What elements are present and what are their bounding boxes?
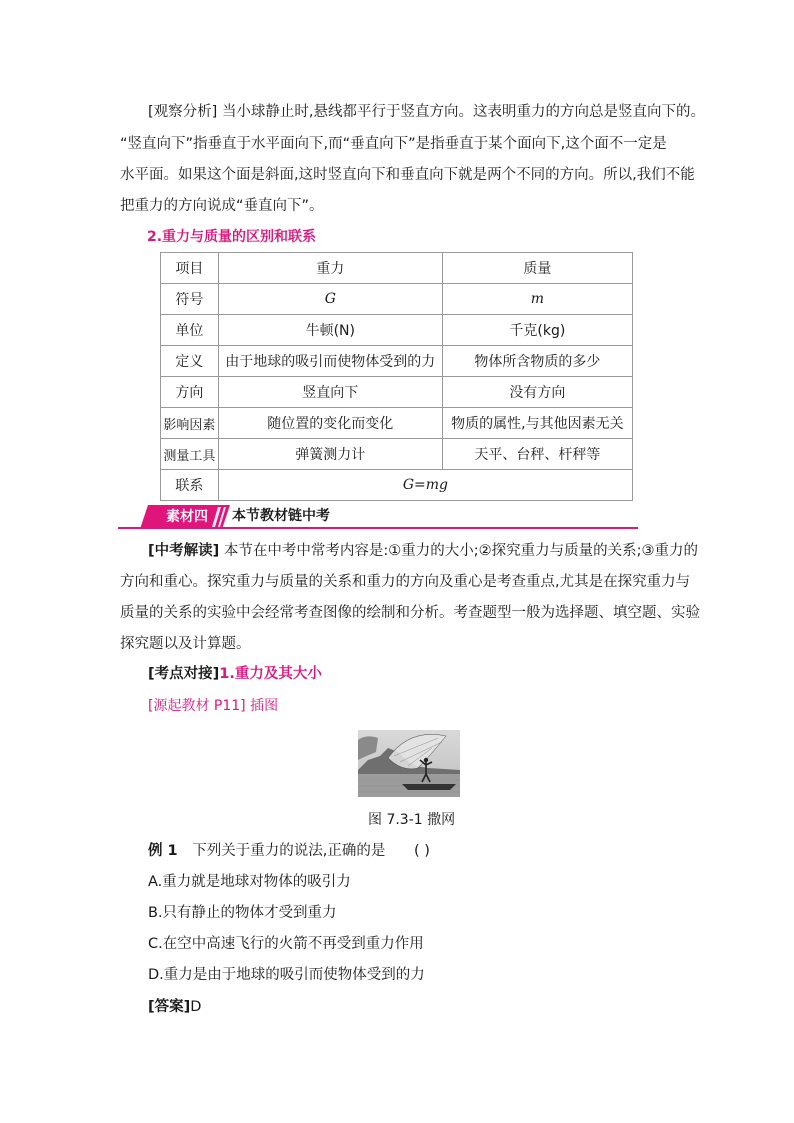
exam-line-3: 质量的关系的实验中会经常考查图像的绘制和分析。考查题型一般为选择题、填空题、实验 <box>120 605 700 621</box>
kaodian-label: [考点对接] <box>148 666 220 682</box>
option-c: C.在空中高速飞行的火箭不再受到重力作用 <box>148 936 424 952</box>
table-row <box>161 439 633 470</box>
table-cell: 物体所含物质的多少 <box>442 346 632 377</box>
table-cell-relation: G=mg <box>218 470 632 501</box>
table-row <box>161 346 633 377</box>
table-cell: 随位置的变化而变化 <box>218 408 442 439</box>
table-cell: 没有方向 <box>442 377 632 408</box>
section-banner <box>118 503 638 535</box>
kaodian-line <box>148 664 322 684</box>
table-row-relation <box>161 470 633 501</box>
example-question: 下列关于重力的说法,正确的是 <box>192 843 386 859</box>
source-note: [源起教材 P11] 插图 <box>148 698 279 714</box>
answer-label: [答案] <box>148 999 191 1015</box>
table-cell: G <box>218 284 442 315</box>
table-row <box>161 377 633 408</box>
observe-label: [观察分析] <box>148 104 218 120</box>
section-title: 2.重力与质量的区别和联系 <box>147 229 317 245</box>
table-cell: 单位 <box>161 315 219 346</box>
option-d: D.重力是由于地球的吸引而使物体受到的力 <box>148 967 425 983</box>
table-header-row <box>161 253 633 284</box>
answer-line <box>148 997 201 1017</box>
exam-label: [中考解读] <box>148 543 220 559</box>
table-cell: 联系 <box>161 470 219 501</box>
table-header-cell: 项目 <box>161 253 219 284</box>
table-header-cell: 质量 <box>442 253 632 284</box>
observe-line-1 <box>148 102 705 122</box>
table-header-cell: 重力 <box>218 253 442 284</box>
table-cell: 牛顿(N) <box>218 315 442 346</box>
exam-line-2: 方向和重心。探究重力与质量的关系和重力的方向及重心是考查重点,尤其是在探究重力与 <box>120 574 691 590</box>
exam-line-1 <box>148 541 698 561</box>
figure-caption: 图 7.3-1 撒网 <box>368 812 456 828</box>
exam-line-4: 探究题以及计算题。 <box>120 636 251 652</box>
table-cell: 影响因素 <box>161 408 219 439</box>
observe-text-1: 当小球静止时,悬线都平行于竖直方向。这表明重力的方向总是竖直向下的。 <box>221 104 706 120</box>
table-cell: 千克(kg) <box>442 315 632 346</box>
option-a: A.重力就是地球对物体的吸引力 <box>148 874 351 890</box>
banner-tag-text: 素材四 <box>166 509 208 525</box>
observe-line-3: 水平面。如果这个面是斜面,这时竖直向下和垂直向下就是两个不同的方向。所以,我们不能 <box>120 167 695 183</box>
banner-title: 本节教材链中考 <box>232 508 330 524</box>
exam-text-1: 本节在中考中常考内容是:①重力的大小;②探究重力与质量的关系;③重力的 <box>223 543 699 559</box>
table-cell: 竖直向下 <box>218 377 442 408</box>
table-cell: 方向 <box>161 377 219 408</box>
table-row <box>161 408 633 439</box>
table-cell: 定义 <box>161 346 219 377</box>
table-cell: 测量工具 <box>161 439 219 470</box>
observe-line-4: 把重力的方向说成“垂直向下”。 <box>120 198 324 214</box>
table-cell: 弹簧测力计 <box>218 439 442 470</box>
example-label: 例 1 <box>148 843 178 859</box>
example-question-line <box>148 841 430 861</box>
table-cell: 符号 <box>161 284 219 315</box>
observe-line-2: “竖直向下”指垂直于水平面向下,而“垂直向下”是指垂直于某个面向下,这个面不一定是 <box>120 136 667 152</box>
fishing-net-photo <box>358 730 460 797</box>
gravity-mass-table <box>160 252 633 501</box>
answer-bracket: ( ) <box>413 843 430 859</box>
table-cell: 由于地球的吸引而使物体受到的力 <box>218 346 442 377</box>
option-b: B.只有静止的物体才受到重力 <box>148 905 337 921</box>
kaodian-title: 1.重力及其大小 <box>219 666 322 682</box>
table-row <box>161 284 633 315</box>
answer-value: D <box>190 999 202 1015</box>
table-cell: 天平、台秤、杆秤等 <box>442 439 632 470</box>
table-cell: m <box>442 284 632 315</box>
table-cell: 物质的属性,与其他因素无关 <box>442 408 632 439</box>
table-row <box>161 315 633 346</box>
